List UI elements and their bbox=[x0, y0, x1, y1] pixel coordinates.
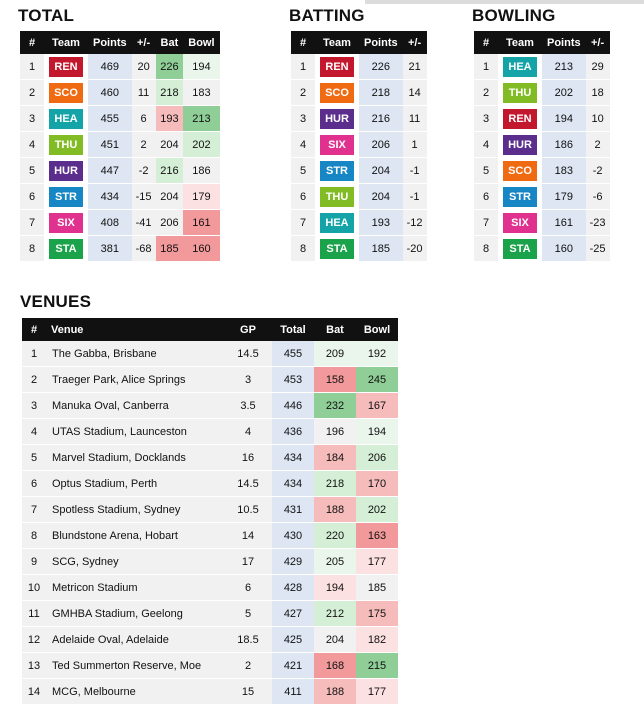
bowl-cell: 183 bbox=[183, 80, 219, 106]
bat-cell: 185 bbox=[156, 236, 184, 262]
venue-name-cell: MCG, Melbourne bbox=[46, 679, 224, 705]
team-cell bbox=[44, 106, 88, 132]
gp-cell: 16 bbox=[224, 445, 272, 471]
team-cell bbox=[498, 106, 542, 132]
bowl-cell: 202 bbox=[183, 132, 219, 158]
diff-cell: 2 bbox=[132, 132, 156, 158]
batting-header-row bbox=[291, 31, 427, 54]
diff-cell: -15 bbox=[132, 184, 156, 210]
table-row bbox=[22, 601, 398, 627]
bat-cell: 232 bbox=[314, 393, 356, 419]
bowling-table bbox=[474, 31, 610, 262]
gp-cell: 6 bbox=[224, 575, 272, 601]
venues-col-header: # bbox=[22, 318, 46, 341]
rank-cell: 7 bbox=[474, 210, 498, 236]
bat-cell: 188 bbox=[314, 679, 356, 705]
diff-cell: -1 bbox=[403, 184, 427, 210]
venue-name-cell: UTAS Stadium, Launceston bbox=[46, 419, 224, 445]
table-row bbox=[22, 627, 398, 653]
top-divider-bar bbox=[365, 0, 644, 4]
table-row bbox=[20, 132, 220, 158]
table-row bbox=[22, 679, 398, 705]
team-cell bbox=[315, 210, 359, 236]
points-cell: 381 bbox=[88, 236, 132, 262]
team-cell bbox=[498, 210, 542, 236]
table-row bbox=[22, 471, 398, 497]
rank-cell: 12 bbox=[22, 627, 46, 653]
table-row bbox=[474, 158, 610, 184]
table-row bbox=[474, 184, 610, 210]
team-cell bbox=[315, 132, 359, 158]
bowl-cell: 194 bbox=[356, 419, 398, 445]
rank-cell: 6 bbox=[22, 471, 46, 497]
table-row bbox=[291, 106, 427, 132]
team-badge: REN bbox=[503, 109, 537, 129]
table-row bbox=[22, 653, 398, 679]
bat-cell: 204 bbox=[314, 627, 356, 653]
team-cell bbox=[498, 80, 542, 106]
venues-header-row bbox=[22, 318, 398, 341]
team-cell bbox=[315, 158, 359, 184]
diff-cell: -2 bbox=[132, 158, 156, 184]
team-badge: SIX bbox=[320, 135, 354, 155]
venue-name-cell: The Gabba, Brisbane bbox=[46, 341, 224, 367]
diff-cell: 11 bbox=[403, 106, 427, 132]
team-badge: HEA bbox=[49, 109, 83, 129]
rank-cell: 3 bbox=[20, 106, 44, 132]
table-row bbox=[474, 54, 610, 80]
bat-cell: 212 bbox=[314, 601, 356, 627]
venue-name-cell: Blundstone Arena, Hobart bbox=[46, 523, 224, 549]
diff-cell: -68 bbox=[132, 236, 156, 262]
venue-name-cell: Marvel Stadium, Docklands bbox=[46, 445, 224, 471]
table-row bbox=[22, 367, 398, 393]
venue-total-cell: 421 bbox=[272, 653, 314, 679]
bat-cell: 226 bbox=[156, 54, 184, 80]
points-cell: 218 bbox=[359, 80, 403, 106]
points-cell: 460 bbox=[88, 80, 132, 106]
venue-name-cell: SCG, Sydney bbox=[46, 549, 224, 575]
rank-cell: 3 bbox=[474, 106, 498, 132]
points-cell: 185 bbox=[359, 236, 403, 262]
team-cell bbox=[315, 184, 359, 210]
bowl-cell: 186 bbox=[183, 158, 219, 184]
points-cell: 469 bbox=[88, 54, 132, 80]
venue-name-cell: Ted Summerton Reserve, Moe bbox=[46, 653, 224, 679]
team-badge: SCO bbox=[49, 83, 83, 103]
bowl-cell: 182 bbox=[356, 627, 398, 653]
table-row bbox=[20, 210, 220, 236]
gp-cell: 5 bbox=[224, 601, 272, 627]
venues-col-header: Bat bbox=[314, 318, 356, 341]
team-badge: STA bbox=[49, 239, 83, 259]
rank-cell: 5 bbox=[291, 158, 315, 184]
team-badge: STA bbox=[320, 239, 354, 259]
diff-cell: -25 bbox=[586, 236, 610, 262]
team-badge: REN bbox=[320, 57, 354, 77]
points-cell: 216 bbox=[359, 106, 403, 132]
rank-cell: 7 bbox=[22, 497, 46, 523]
table-row bbox=[474, 236, 610, 262]
diff-cell: 6 bbox=[132, 106, 156, 132]
points-cell: 186 bbox=[542, 132, 586, 158]
team-badge: THU bbox=[503, 83, 537, 103]
team-cell bbox=[44, 54, 88, 80]
table-row bbox=[22, 419, 398, 445]
points-cell: 408 bbox=[88, 210, 132, 236]
gp-cell: 3 bbox=[224, 367, 272, 393]
rank-cell: 8 bbox=[20, 236, 44, 262]
diff-cell: -41 bbox=[132, 210, 156, 236]
team-cell bbox=[498, 54, 542, 80]
venue-name-cell: Manuka Oval, Canberra bbox=[46, 393, 224, 419]
rank-cell: 6 bbox=[291, 184, 315, 210]
diff-cell: 21 bbox=[403, 54, 427, 80]
rank-cell: 5 bbox=[474, 158, 498, 184]
rank-cell: 1 bbox=[22, 341, 46, 367]
bowl-cell: 202 bbox=[356, 497, 398, 523]
team-badge: HUR bbox=[49, 161, 83, 181]
venue-total-cell: 431 bbox=[272, 497, 314, 523]
rank-cell: 4 bbox=[474, 132, 498, 158]
gp-cell: 10.5 bbox=[224, 497, 272, 523]
diff-cell: -6 bbox=[586, 184, 610, 210]
gp-cell: 15 bbox=[224, 679, 272, 705]
rank-cell: 3 bbox=[22, 393, 46, 419]
bowl-cell: 215 bbox=[356, 653, 398, 679]
team-cell bbox=[315, 80, 359, 106]
venue-total-cell: 453 bbox=[272, 367, 314, 393]
venue-total-cell: 425 bbox=[272, 627, 314, 653]
venue-total-cell: 429 bbox=[272, 549, 314, 575]
team-badge: THU bbox=[320, 187, 354, 207]
total-col-header: Team bbox=[44, 31, 88, 54]
bowling-header-row bbox=[474, 31, 610, 54]
venue-total-cell: 434 bbox=[272, 471, 314, 497]
table-row bbox=[291, 184, 427, 210]
venue-name-cell: Metricon Stadium bbox=[46, 575, 224, 601]
bowl-cell: 177 bbox=[356, 679, 398, 705]
venues-col-header: Bowl bbox=[356, 318, 398, 341]
batting-heading: BATTING bbox=[289, 6, 365, 25]
points-cell: 226 bbox=[359, 54, 403, 80]
venues-heading: VENUES bbox=[20, 292, 92, 311]
points-cell: 202 bbox=[542, 80, 586, 106]
gp-cell: 17 bbox=[224, 549, 272, 575]
bat-cell: 209 bbox=[314, 341, 356, 367]
venue-total-cell: 427 bbox=[272, 601, 314, 627]
team-cell bbox=[315, 54, 359, 80]
bat-cell: 216 bbox=[156, 158, 184, 184]
table-row bbox=[22, 575, 398, 601]
bat-cell: 204 bbox=[156, 132, 184, 158]
bowl-cell: 179 bbox=[183, 184, 219, 210]
diff-cell: 18 bbox=[586, 80, 610, 106]
rank-cell: 13 bbox=[22, 653, 46, 679]
rank-cell: 4 bbox=[22, 419, 46, 445]
bat-cell: 205 bbox=[314, 549, 356, 575]
bowl-cell: 185 bbox=[356, 575, 398, 601]
batting-col-header: +/- bbox=[403, 31, 427, 54]
gp-cell: 14.5 bbox=[224, 471, 272, 497]
bowl-cell: 245 bbox=[356, 367, 398, 393]
table-row bbox=[291, 132, 427, 158]
table-row bbox=[20, 106, 220, 132]
venue-name-cell: Spotless Stadium, Sydney bbox=[46, 497, 224, 523]
team-badge: SCO bbox=[503, 161, 537, 181]
total-col-header: +/- bbox=[132, 31, 156, 54]
table-row bbox=[22, 445, 398, 471]
bat-cell: 206 bbox=[156, 210, 184, 236]
table-row bbox=[474, 80, 610, 106]
diff-cell: 10 bbox=[586, 106, 610, 132]
venues-col-header: Total bbox=[272, 318, 314, 341]
rank-cell: 8 bbox=[291, 236, 315, 262]
points-cell: 183 bbox=[542, 158, 586, 184]
venues-col-header: GP bbox=[224, 318, 272, 341]
points-cell: 451 bbox=[88, 132, 132, 158]
bowl-cell: 163 bbox=[356, 523, 398, 549]
table-row bbox=[22, 497, 398, 523]
bat-cell: 193 bbox=[156, 106, 184, 132]
rank-cell: 1 bbox=[291, 54, 315, 80]
team-badge: STA bbox=[503, 239, 537, 259]
bowl-cell: 160 bbox=[183, 236, 219, 262]
rank-cell: 2 bbox=[20, 80, 44, 106]
team-badge: HUR bbox=[320, 109, 354, 129]
table-row bbox=[291, 54, 427, 80]
table-row bbox=[20, 54, 220, 80]
table-row bbox=[474, 210, 610, 236]
gp-cell: 14 bbox=[224, 523, 272, 549]
bowl-cell: 175 bbox=[356, 601, 398, 627]
diff-cell: 20 bbox=[132, 54, 156, 80]
rank-cell: 8 bbox=[474, 236, 498, 262]
total-col-header: Points bbox=[88, 31, 132, 54]
total-header-row bbox=[20, 31, 220, 54]
bowl-cell: 206 bbox=[356, 445, 398, 471]
total-col-header: Bowl bbox=[183, 31, 219, 54]
rank-cell: 5 bbox=[22, 445, 46, 471]
bat-cell: 220 bbox=[314, 523, 356, 549]
venue-name-cell: Traeger Park, Alice Springs bbox=[46, 367, 224, 393]
team-cell bbox=[44, 236, 88, 262]
points-cell: 204 bbox=[359, 158, 403, 184]
bat-cell: 184 bbox=[314, 445, 356, 471]
venue-total-cell: 455 bbox=[272, 341, 314, 367]
bowl-cell: 194 bbox=[183, 54, 219, 80]
diff-cell: 29 bbox=[586, 54, 610, 80]
rank-cell: 2 bbox=[291, 80, 315, 106]
rank-cell: 1 bbox=[20, 54, 44, 80]
gp-cell: 4 bbox=[224, 419, 272, 445]
table-row bbox=[20, 158, 220, 184]
table-row bbox=[22, 393, 398, 419]
diff-cell: -1 bbox=[403, 158, 427, 184]
batting-table bbox=[291, 31, 427, 262]
points-cell: 447 bbox=[88, 158, 132, 184]
venues-col-header: Venue bbox=[46, 318, 224, 341]
rank-cell: 4 bbox=[20, 132, 44, 158]
table-row bbox=[474, 132, 610, 158]
bowl-cell: 170 bbox=[356, 471, 398, 497]
venue-total-cell: 446 bbox=[272, 393, 314, 419]
team-badge: SIX bbox=[503, 213, 537, 233]
rank-cell: 14 bbox=[22, 679, 46, 705]
rank-cell: 2 bbox=[474, 80, 498, 106]
bat-cell: 218 bbox=[156, 80, 184, 106]
gp-cell: 18.5 bbox=[224, 627, 272, 653]
venue-name-cell: GMHBA Stadium, Geelong bbox=[46, 601, 224, 627]
gp-cell: 3.5 bbox=[224, 393, 272, 419]
points-cell: 194 bbox=[542, 106, 586, 132]
bowling-col-header: +/- bbox=[586, 31, 610, 54]
venue-total-cell: 436 bbox=[272, 419, 314, 445]
table-row bbox=[20, 184, 220, 210]
team-cell bbox=[315, 236, 359, 262]
team-badge: HUR bbox=[503, 135, 537, 155]
venue-total-cell: 411 bbox=[272, 679, 314, 705]
points-cell: 160 bbox=[542, 236, 586, 262]
total-heading: TOTAL bbox=[18, 6, 75, 25]
rank-cell: 4 bbox=[291, 132, 315, 158]
team-cell bbox=[44, 184, 88, 210]
table-row bbox=[20, 80, 220, 106]
venue-total-cell: 428 bbox=[272, 575, 314, 601]
table-row bbox=[291, 80, 427, 106]
gp-cell: 2 bbox=[224, 653, 272, 679]
bowl-cell: 177 bbox=[356, 549, 398, 575]
rank-cell: 5 bbox=[20, 158, 44, 184]
team-cell bbox=[44, 158, 88, 184]
diff-cell: -12 bbox=[403, 210, 427, 236]
team-cell bbox=[44, 210, 88, 236]
team-cell bbox=[498, 236, 542, 262]
points-cell: 161 bbox=[542, 210, 586, 236]
rank-cell: 10 bbox=[22, 575, 46, 601]
diff-cell: 2 bbox=[586, 132, 610, 158]
team-badge: HEA bbox=[503, 57, 537, 77]
venue-name-cell: Optus Stadium, Perth bbox=[46, 471, 224, 497]
team-badge: HEA bbox=[320, 213, 354, 233]
team-badge: STR bbox=[49, 187, 83, 207]
table-row bbox=[22, 341, 398, 367]
bat-cell: 204 bbox=[156, 184, 184, 210]
team-cell bbox=[498, 132, 542, 158]
total-table bbox=[20, 31, 220, 262]
rank-cell: 9 bbox=[22, 549, 46, 575]
rank-cell: 6 bbox=[20, 184, 44, 210]
bowl-cell: 213 bbox=[183, 106, 219, 132]
table-row bbox=[22, 523, 398, 549]
team-cell bbox=[44, 80, 88, 106]
rank-cell: 11 bbox=[22, 601, 46, 627]
rank-cell: 6 bbox=[474, 184, 498, 210]
rank-cell: 8 bbox=[22, 523, 46, 549]
team-badge: REN bbox=[49, 57, 83, 77]
diff-cell: 11 bbox=[132, 80, 156, 106]
venues-table bbox=[22, 318, 398, 705]
team-cell bbox=[44, 132, 88, 158]
diff-cell: -2 bbox=[586, 158, 610, 184]
bat-cell: 158 bbox=[314, 367, 356, 393]
table-row bbox=[291, 210, 427, 236]
batting-col-header: # bbox=[291, 31, 315, 54]
bat-cell: 168 bbox=[314, 653, 356, 679]
diff-cell: -20 bbox=[403, 236, 427, 262]
bowl-cell: 161 bbox=[183, 210, 219, 236]
team-cell bbox=[498, 158, 542, 184]
team-badge: SIX bbox=[49, 213, 83, 233]
bat-cell: 196 bbox=[314, 419, 356, 445]
points-cell: 206 bbox=[359, 132, 403, 158]
bowling-col-header: Points bbox=[542, 31, 586, 54]
bowling-heading: BOWLING bbox=[472, 6, 556, 25]
bowl-cell: 167 bbox=[356, 393, 398, 419]
bowling-col-header: Team bbox=[498, 31, 542, 54]
bowling-col-header: # bbox=[474, 31, 498, 54]
rank-cell: 3 bbox=[291, 106, 315, 132]
table-row bbox=[291, 158, 427, 184]
bat-cell: 194 bbox=[314, 575, 356, 601]
points-cell: 455 bbox=[88, 106, 132, 132]
team-cell bbox=[315, 106, 359, 132]
rank-cell: 7 bbox=[291, 210, 315, 236]
team-badge: STR bbox=[503, 187, 537, 207]
points-cell: 179 bbox=[542, 184, 586, 210]
points-cell: 204 bbox=[359, 184, 403, 210]
diff-cell: -23 bbox=[586, 210, 610, 236]
team-badge: THU bbox=[49, 135, 83, 155]
total-col-header: Bat bbox=[156, 31, 184, 54]
table-row bbox=[291, 236, 427, 262]
venue-total-cell: 434 bbox=[272, 445, 314, 471]
points-cell: 193 bbox=[359, 210, 403, 236]
team-cell bbox=[498, 184, 542, 210]
points-cell: 434 bbox=[88, 184, 132, 210]
points-cell: 213 bbox=[542, 54, 586, 80]
rank-cell: 2 bbox=[22, 367, 46, 393]
rank-cell: 7 bbox=[20, 210, 44, 236]
bat-cell: 218 bbox=[314, 471, 356, 497]
batting-col-header: Team bbox=[315, 31, 359, 54]
venue-total-cell: 430 bbox=[272, 523, 314, 549]
total-col-header: # bbox=[20, 31, 44, 54]
bat-cell: 188 bbox=[314, 497, 356, 523]
table-row bbox=[20, 236, 220, 262]
team-badge: STR bbox=[320, 161, 354, 181]
venue-name-cell: Adelaide Oval, Adelaide bbox=[46, 627, 224, 653]
batting-col-header: Points bbox=[359, 31, 403, 54]
table-row bbox=[474, 106, 610, 132]
gp-cell: 14.5 bbox=[224, 341, 272, 367]
bowl-cell: 192 bbox=[356, 341, 398, 367]
table-row bbox=[22, 549, 398, 575]
diff-cell: 14 bbox=[403, 80, 427, 106]
diff-cell: 1 bbox=[403, 132, 427, 158]
team-badge: SCO bbox=[320, 83, 354, 103]
rank-cell: 1 bbox=[474, 54, 498, 80]
